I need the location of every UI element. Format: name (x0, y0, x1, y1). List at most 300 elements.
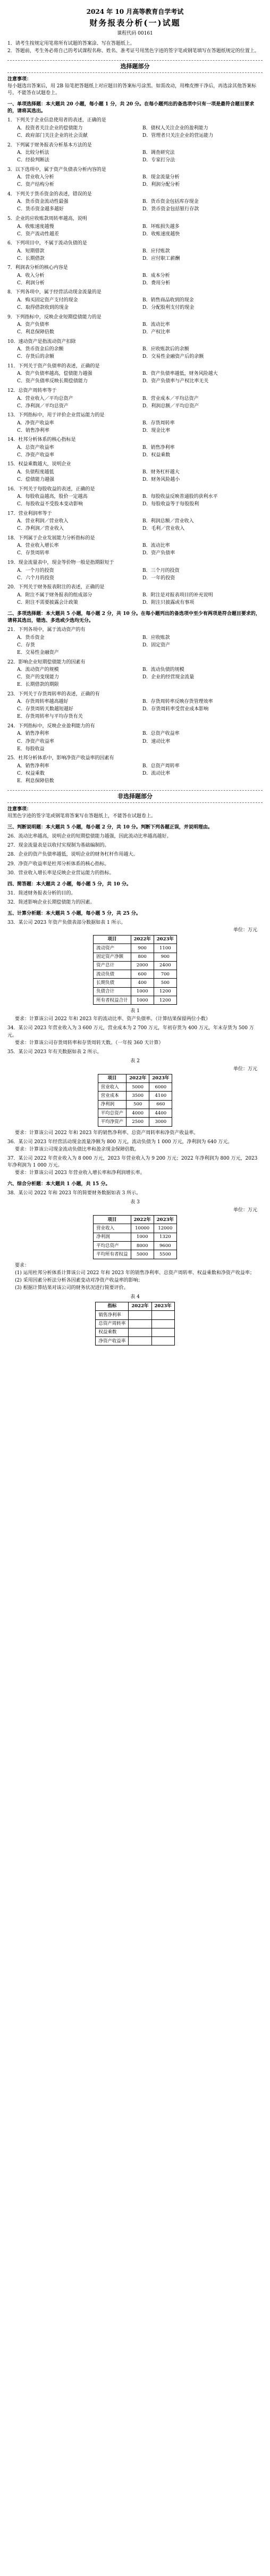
question-37: 37．某公司 2022 年营业收入为 8 000 万元，2023 年营业收入为 9 200 万元；2022 年净利润为 800 万元，2023 年净利润为 1 000 万元。 (7, 1155, 258, 1168)
option: A．流动资产的规模 (17, 667, 59, 673)
table-header-row (94, 935, 177, 944)
table-4-caption: 表 4 (130, 1294, 140, 1300)
table-cell: 700 (154, 970, 176, 979)
table-row (94, 961, 177, 970)
sub-question: (3) 根据计算结果对该公司的财务状况进行简要评价。 (15, 1285, 129, 1291)
table-row (94, 1242, 177, 1250)
option-group (7, 518, 263, 533)
option-group (7, 592, 263, 606)
question-stem: 9．下列指标中，反映企业短期偿债能力的是 (7, 314, 102, 320)
table-cell: 1200 (154, 987, 176, 996)
option: A．收账速度越慢 (17, 224, 54, 229)
exam-header-top: 2024 年 10 月高等教育自学考试 (86, 8, 184, 15)
judge-question: 27．现金流量表是以收付实现制为基础编制的。 (7, 843, 109, 849)
table-cell: 4100 (149, 1092, 172, 1100)
option: E．长期借款的期限 (17, 682, 59, 688)
table-cell: 2500 (126, 1118, 149, 1126)
table-cell: 400 (131, 979, 154, 987)
part-two-title: 非选择题部分 (7, 790, 263, 803)
table-cell: 1000 (131, 996, 154, 1005)
option: C．存货周转天数越短越好 (17, 707, 73, 712)
option: D．资产负债率 (142, 551, 175, 556)
question-stem: 11．下列关于资产负债率的表述，正确的是 (7, 363, 100, 369)
exam-title: 财务报表分析(一)试题 (89, 18, 181, 28)
option: B．流动比率 (142, 322, 170, 328)
question-stem: 4．下列关于货币资金的表述，错误的是 (7, 191, 92, 197)
table-3 (93, 1215, 177, 1259)
exam-notices (7, 40, 263, 55)
table-header-cell: 2022年 (126, 1074, 149, 1082)
part-two-note-head: 注意事项： (7, 807, 32, 813)
question-stem: 25．杜邦分析体系中，影响净资产收益率的因素有 (7, 756, 114, 761)
table-cell: 6000 (149, 1083, 172, 1092)
option: B．利润总额／营业收入 (142, 519, 194, 524)
option: A．货币资金 (17, 635, 45, 641)
question-stem: 20．下列关于财务报表附注的表述，正确的是 (7, 585, 105, 590)
option: D．产权比率 (142, 330, 171, 335)
option: B．三个月的投资 (142, 568, 180, 573)
option: D．费用分析 (142, 280, 171, 286)
table-cell (151, 1328, 174, 1336)
option-group (7, 667, 263, 689)
question-stem: 8．下列各项中，属于经营活动现金流量的是 (7, 290, 102, 296)
option: C．长期借款 (17, 256, 45, 261)
question-stem: 12．总资产周转率等于 (7, 388, 57, 393)
question-stem: 3．以下选项中，属于资产负债表分析内容的是 (7, 167, 106, 173)
table-cell: 10000 (131, 1224, 154, 1233)
notice-item: 2．答题前，考生务必将自己的考试课程名称、姓名、准考证号用黑色字迹的签字笔或钢笔填写在答题纸规定的位置上。 (7, 48, 259, 54)
option: C．偿债能力越强 (17, 477, 54, 483)
table-cell: 5500 (154, 1250, 176, 1259)
table-cell (151, 1311, 174, 1319)
table-cell: 营业成本 (98, 1092, 126, 1100)
table-cell (129, 1328, 151, 1336)
table-header-row (94, 1216, 177, 1224)
table-cell: 900 (131, 944, 154, 953)
option: B．成本分析 (142, 273, 170, 278)
option: C．存货周转率 (17, 551, 49, 556)
table-header-row (98, 1074, 172, 1082)
option: C．政府部门关注企业的社会贡献 (17, 133, 88, 139)
table-cell: 500 (154, 979, 176, 987)
option-group (7, 150, 263, 165)
table-1-unit: 单位：万元 (233, 927, 257, 933)
question-37-requirement: 要求：计算该公司 2023 年营业收入增长率和净利润增长率。 (15, 1170, 145, 1176)
table-3-caption: 表 3 (130, 1200, 140, 1205)
table-cell: 5000 (126, 1083, 149, 1092)
table-cell: 1200 (154, 996, 176, 1005)
comprehensive-heading: 六、综合分析题：本大题共 1 小题，共 15 分。 (7, 1181, 111, 1187)
option: B．坏账损失越多 (142, 224, 180, 229)
option: B．营业成本／平均总资产 (142, 396, 199, 401)
sub-question: (2) 采用因素分析法分析各因素变动对净资产收益率的影响； (15, 1277, 143, 1283)
option: D．财务风险越小 (142, 477, 180, 483)
question-stem: 6．下列项目中，不属于流动负债的是 (7, 241, 87, 247)
option: E．每股收益 (17, 746, 45, 752)
option: C．资产结构分析 (17, 182, 54, 188)
table-row (98, 1092, 172, 1100)
option-group (7, 731, 263, 753)
table-3-unit: 单位：万元 (233, 1208, 257, 1213)
option: C．净利润／平均总资产 (17, 403, 69, 409)
question-stem: 19．现金流量表中，现金等价物一般是指期限短于 (7, 560, 114, 565)
table-cell: 负债合计 (94, 987, 131, 996)
table-cell (129, 1337, 151, 1346)
option: B．应付账款 (142, 248, 170, 254)
option: D．交易性金融资产后的余额 (142, 354, 204, 360)
part-one-title: 选择题部分 (7, 60, 263, 73)
option: C．存货 (17, 642, 35, 648)
table-cell: 平均所有者权益 (94, 1250, 131, 1259)
question-stem: 16．下列关于每股收益的表述，正确的是 (7, 486, 95, 492)
part-one-note-head: 注意事项： (7, 77, 32, 83)
table-row (94, 970, 177, 979)
table-2 (98, 1074, 173, 1127)
question-36-requirement: 要求：计算该公司现金流动负债比率和盈余现金保障倍数。 (15, 1146, 140, 1152)
table-row (96, 1337, 174, 1346)
question-34: 34．某公司 2023 年营业收入为 3 600 万元，营业成本为 2 700 万元，年初存货为 400 万元，年末存货为 500 万元。 (7, 1026, 254, 1038)
option: B．总资产周转率 (142, 763, 180, 769)
option: A．营业收入／平均总资产 (17, 396, 73, 401)
option: D．企业的经营现金流量 (142, 675, 195, 680)
option-group (7, 248, 263, 262)
option: C．净利润／营业收入 (17, 526, 64, 532)
multi-choice-heading: 二、多项选择题：本大题共 5 小题，每小题 2 分，共 10 分。在每小题列出的备选项中至少有两项是符合题目要求的，请将其选出，错选、多选或少选均无分。 (7, 611, 260, 624)
option-group (7, 699, 263, 721)
table-cell: 营业收入 (98, 1083, 126, 1092)
table-row (94, 944, 177, 953)
table-1 (93, 935, 177, 1005)
notice-item: 1．请考生按规定用笔将所有试题的答案涂、写在答题纸上。 (7, 41, 135, 47)
question-stem: 24．下列指标中，反映企业盈利能力的有 (7, 723, 95, 729)
option: D．利润总额／平均总资产 (142, 403, 199, 409)
table-cell: 8000 (131, 1242, 154, 1250)
table-cell: 权益乘数 (96, 1328, 129, 1336)
table-header-cell: 2023年 (151, 1302, 174, 1310)
option: B．存货周转率 (142, 420, 175, 426)
table-row (98, 1118, 172, 1126)
option: D．权益乘数 (142, 452, 171, 458)
option: B．销售净利率 (142, 445, 175, 450)
option: B．流动比率 (142, 543, 170, 549)
table-1-caption: 表 1 (130, 1008, 140, 1014)
option: C．资产流动性越差 (17, 231, 59, 237)
option: D．每股收益等于每股股利 (142, 502, 199, 507)
table-cell: 800 (131, 953, 154, 961)
question-stem: 10．速动资产是指流动资产扣除 (7, 339, 76, 344)
option: A．营业利润／营业收入 (17, 519, 69, 524)
option: D．收账速度越快 (142, 231, 180, 237)
option: D．货币资金包括银行存款 (142, 207, 199, 212)
option-group (7, 297, 263, 311)
part-two-note: 用黑色字迹的签字笔或钢笔将答案写在答题纸上，不能答在试题卷上。 (7, 814, 156, 819)
question-stem: 2．下列属于财务报表分析基本方法的是 (7, 142, 92, 148)
option: A．货币资金后的余额 (17, 347, 64, 352)
option: B．附注是对报表项目的补充说明 (142, 592, 213, 598)
option-group (7, 444, 263, 459)
option: D．资产负债率与产权比率无关 (142, 379, 209, 384)
option: C．存货后的余额 (17, 354, 54, 360)
option: C．销售净利率 (17, 428, 49, 433)
option: D．一年的投资 (142, 575, 175, 581)
table-row (96, 1328, 174, 1336)
option: D．应付职工薪酬 (142, 256, 180, 261)
table-cell: 1100 (154, 944, 176, 953)
judge-list (7, 833, 263, 876)
table-row (94, 979, 177, 987)
table-cell: 平均总资产 (94, 1242, 131, 1250)
option: A．营业收入分析 (17, 175, 54, 181)
option: E．交易性金融资产 (17, 650, 59, 655)
option: A．销售净利率 (17, 731, 49, 737)
table-cell: 3000 (149, 1118, 172, 1126)
option: C．净资产收益率 (17, 739, 54, 744)
table-row (96, 1319, 174, 1328)
table-cell: 平均总资产 (98, 1109, 126, 1118)
option: B．应收账款后的余额 (142, 347, 189, 352)
judge-question: 30．营业收入增长率是反映企业营运能力的指标。 (7, 870, 114, 876)
table-row (94, 996, 177, 1005)
table-cell: 1000 (131, 987, 154, 996)
table-header-cell: 2022年 (131, 935, 154, 944)
table-row (94, 953, 177, 961)
table-cell: 2000 (131, 961, 154, 970)
option: D．固定资产 (142, 642, 171, 648)
table-row (96, 1311, 174, 1319)
table-cell: 净利润 (98, 1100, 126, 1109)
option-group (7, 174, 263, 189)
option: C．利息保障倍数 (17, 330, 54, 335)
table-cell: 4400 (149, 1109, 172, 1118)
table-cell: 2400 (154, 961, 176, 970)
table-cell: 660 (149, 1100, 172, 1109)
table-row (94, 1250, 177, 1259)
option-group (7, 371, 263, 385)
option-group (7, 762, 263, 785)
option: B．流动负债的规模 (142, 667, 184, 673)
table-4 (95, 1302, 174, 1346)
question-stem: 14．杜邦分析体系的核心指标是 (7, 437, 76, 443)
option-group (7, 469, 263, 483)
short-answer-question: 32．简述影响企业长期偿债能力的因素。 (7, 899, 95, 905)
option: A．资产负债率越高，偿债能力越强 (17, 371, 92, 377)
judge-question: 29．净资产收益率是杜邦分析体系的核心指标。 (7, 861, 109, 867)
table-row (98, 1083, 172, 1092)
table-header-cell: 2022年 (131, 1216, 154, 1224)
table-cell: 流动资产 (94, 944, 131, 953)
table-cell: 12000 (154, 1224, 176, 1233)
option: B．调查研究法 (142, 150, 175, 156)
question-stem: 7．利润表分析的核心内容是 (7, 265, 68, 271)
option-group (7, 125, 263, 140)
option: B．应收账款 (142, 635, 170, 641)
question-stem: 17．营业利润率等于 (7, 511, 52, 516)
option: A．货币资金流动性最强 (17, 199, 69, 205)
question-36: 36．某公司 2023 年经营活动现金流量净额为 800 万元，流动负债为 1 000 万元，净利润为 640 万元。 (7, 1139, 233, 1145)
question-34-requirement: 要求：计算该公司存货周转率和存货周转天数。（一年按 360 天计算） (15, 1040, 164, 1046)
option: C．每股收益不受股本变动影响 (17, 502, 83, 507)
option: B．每股收益反映普通股的获利水平 (142, 494, 218, 500)
option: C．附注不需要披露会计政策 (17, 600, 78, 605)
question-stem: 5．企业的应收账款周转率越高，说明 (7, 216, 87, 222)
table-cell: 所有者权益合计 (94, 996, 131, 1005)
option: B．存货周转率反映存货管理效率 (142, 699, 213, 705)
table-cell: 固定资产净额 (94, 953, 131, 961)
option: A．投资者关注企业的偿债能力 (17, 126, 83, 131)
option: C．经验判断法 (17, 158, 49, 163)
option: B．货币资金包括库存现金 (142, 199, 199, 205)
option-group (7, 420, 263, 434)
table-cell: 3500 (126, 1092, 149, 1100)
table-cell: 资产总计 (94, 961, 131, 970)
option: B．债权人关注企业的盈利能力 (142, 126, 208, 131)
option: A．附注不属于财务报表的组成部分 (17, 592, 92, 598)
table-header-cell: 项目 (98, 1074, 126, 1082)
table-2-caption: 表 2 (130, 1058, 140, 1064)
short-answer-question: 31．简述财务报表分析的目的。 (7, 890, 76, 896)
option: B．销售商品收到的现金 (142, 297, 194, 303)
option: D．速动比率 (142, 739, 171, 744)
table-cell (151, 1319, 174, 1328)
option: B．资产负债率越低，财务风险越大 (142, 371, 218, 377)
option: C．净资产收益率 (17, 452, 54, 458)
table-cell: 净利润 (94, 1233, 131, 1241)
table-header-cell: 2023年 (154, 935, 176, 944)
option: C．资产的变现能力 (17, 675, 59, 680)
table-cell: 900 (154, 953, 176, 961)
option-group (7, 567, 263, 582)
question-stem: 13．下列指标中，用于评价企业营运能力的是 (7, 413, 105, 419)
option-group (7, 346, 263, 361)
question-stem: 23．下列关于存货周转率的表述，正确的有 (7, 691, 100, 697)
option: A．销售净利率 (17, 763, 49, 769)
question-stem: 1．下列关于企业信息使用者的表述，正确的是 (7, 118, 106, 124)
short-answer-list (7, 890, 263, 906)
option-group (7, 634, 263, 657)
option: A．净资产收益率 (17, 420, 54, 426)
option: D．专家打分法 (142, 158, 175, 163)
table-header-cell: 项目 (94, 935, 131, 944)
option: D．分配股利支付的现金 (142, 305, 195, 311)
table-header-row (96, 1302, 174, 1310)
option: E．存货周转率与平均存货有关 (17, 714, 83, 720)
table-cell: 流动负债 (94, 970, 131, 979)
option: A．收入分析 (17, 273, 45, 278)
option-group (7, 395, 263, 410)
sub-question: (1) 运用杜邦分析体系计算该公司 2022 年和 2023 年的销售净利率、总资产周转率、权益乘数和净资产收益率； (15, 1270, 255, 1276)
multi-choice-list (7, 627, 263, 785)
option: D．流动比率 (142, 770, 171, 776)
question-35: 35．某公司 2023 年有关数据如表 2 所示。 (7, 1049, 102, 1055)
question-38-requirement: 要求： (15, 1262, 30, 1268)
option: D．利润分配分析 (142, 182, 180, 188)
option: A．购买固定资产支付的现金 (17, 297, 78, 303)
question-38: 38．某公司 2022 年和 2023 年的简要财务数据如表 3 所示。 (7, 1190, 141, 1196)
option: C．六个月的投资 (17, 575, 54, 581)
short-answer-heading: 四、简答题：本大题共 2 小题，每小题 5 分，共 10 分。 (7, 881, 131, 887)
option-group (7, 543, 263, 557)
option: B．财务杠杆越大 (142, 469, 180, 475)
single-choice-list (7, 117, 263, 606)
option: A．存货周转率越高越好 (17, 699, 69, 705)
option: C．资产负债率反映长期偿债能力 (17, 379, 88, 384)
question-35-requirement: 要求：计算该公司 2022 年和 2023 年的销售净利率、总资产周转率和净资产收益率。 (15, 1130, 199, 1136)
table-header-cell: 2023年 (154, 1216, 176, 1224)
calculation-heading: 五、计算分析题：本大题共 5 小题，每小题 5 分，共 25 分。 (7, 910, 141, 916)
table-row (98, 1109, 172, 1118)
question-38-subitems (7, 1270, 263, 1292)
option: D．毛利／营业收入 (142, 526, 185, 532)
option: A．短期借款 (17, 248, 45, 254)
table-cell: 平均净资产 (98, 1118, 126, 1126)
table-cell: 9600 (154, 1242, 176, 1250)
table-cell: 600 (131, 970, 154, 979)
option: D．存货周转率受营业成本影响 (142, 707, 209, 712)
option: D．管理者只关注企业的营运能力 (142, 133, 214, 139)
option: E．利息保障倍数 (17, 778, 54, 784)
table-cell: 总资产周转率 (96, 1319, 129, 1328)
option: D．附注只披露或有事项 (142, 600, 195, 605)
option: C．货币资金越多越好 (17, 207, 64, 212)
option-group (7, 272, 263, 287)
table-cell: 销售净利率 (96, 1311, 129, 1319)
table-cell: 4000 (126, 1109, 149, 1118)
judge-question: 28．企业的资产负债率越低，说明企业的财务杠杆作用越大。 (7, 852, 138, 858)
judge-question: 26．流动比率越高，说明企业的短期偿债能力越强，因此流动比率越高越好。 (7, 834, 172, 840)
table-cell: 净资产收益率 (96, 1337, 129, 1346)
table-cell: 长期负债 (94, 979, 131, 987)
option: C．取得借款收到的现金 (17, 305, 69, 311)
table-row (94, 987, 177, 996)
table-header-cell: 2023年 (149, 1074, 172, 1082)
option: A．一个月的投资 (17, 568, 54, 573)
option-group (7, 322, 263, 337)
option: C．权益乘数 (17, 770, 45, 776)
option: A．每股收益越高，股价一定越高 (17, 494, 88, 500)
option: D．现金比率 (142, 428, 171, 433)
table-cell: 5000 (131, 1250, 154, 1259)
table-cell: 1000 (131, 1233, 154, 1241)
table-cell: 500 (126, 1100, 149, 1109)
table-header-cell: 指标 (96, 1302, 129, 1310)
question-33: 33．某公司 2023 年资产负债表部分数据如表 1 所示。 (7, 920, 126, 925)
table-cell (129, 1319, 151, 1328)
table-row (94, 1233, 177, 1241)
option: A．总资产收益率 (17, 445, 54, 450)
single-choice-heading: 一、单项选择题：本大题共 20 小题，每小题 1 分，共 20 分。在每小题列出的备选项中只有一项是最符合题目要求的，请将其选出。 (7, 102, 255, 114)
table-cell: 1320 (154, 1233, 176, 1241)
table-row (98, 1100, 172, 1109)
option-group (7, 494, 263, 508)
table-cell: 营业收入 (94, 1224, 131, 1233)
question-33-requirement: 要求：计算该公司 2022 年和 2023 年的流动比率、资产负债率。（计算结果保留两位小数） (15, 1016, 210, 1022)
option: A．比较分析法 (17, 150, 49, 156)
option: B．总资产收益率 (142, 731, 180, 737)
judge-heading: 三、判断说明题：本大题共 5 小题，每小题 2 分，共 10 分。判断下列各题正误，并说明理由。 (7, 825, 213, 831)
table-header-cell: 2022年 (129, 1302, 151, 1310)
course-code: 课程代码 00161 (117, 31, 153, 37)
table-header-cell: 项目 (94, 1216, 131, 1224)
option-group (7, 199, 263, 214)
table-2-unit: 单位：万元 (233, 1066, 257, 1072)
question-stem: 22．影响企业短期偿债能力的因素有 (7, 659, 86, 665)
option: A．营业收入增长率 (17, 543, 59, 549)
table-row (94, 1224, 177, 1233)
option: A．负债程度越低 (17, 469, 54, 475)
option-group (7, 223, 263, 238)
table-cell (129, 1311, 151, 1319)
part-one-note: 每小题选出答案后，用 2B 铅笔把答题纸上对应题目的答案标号涂黑。如需改动，用橡皮擦干净后，再选涂其他答案标号。不能答在试题卷上。 (7, 84, 257, 96)
